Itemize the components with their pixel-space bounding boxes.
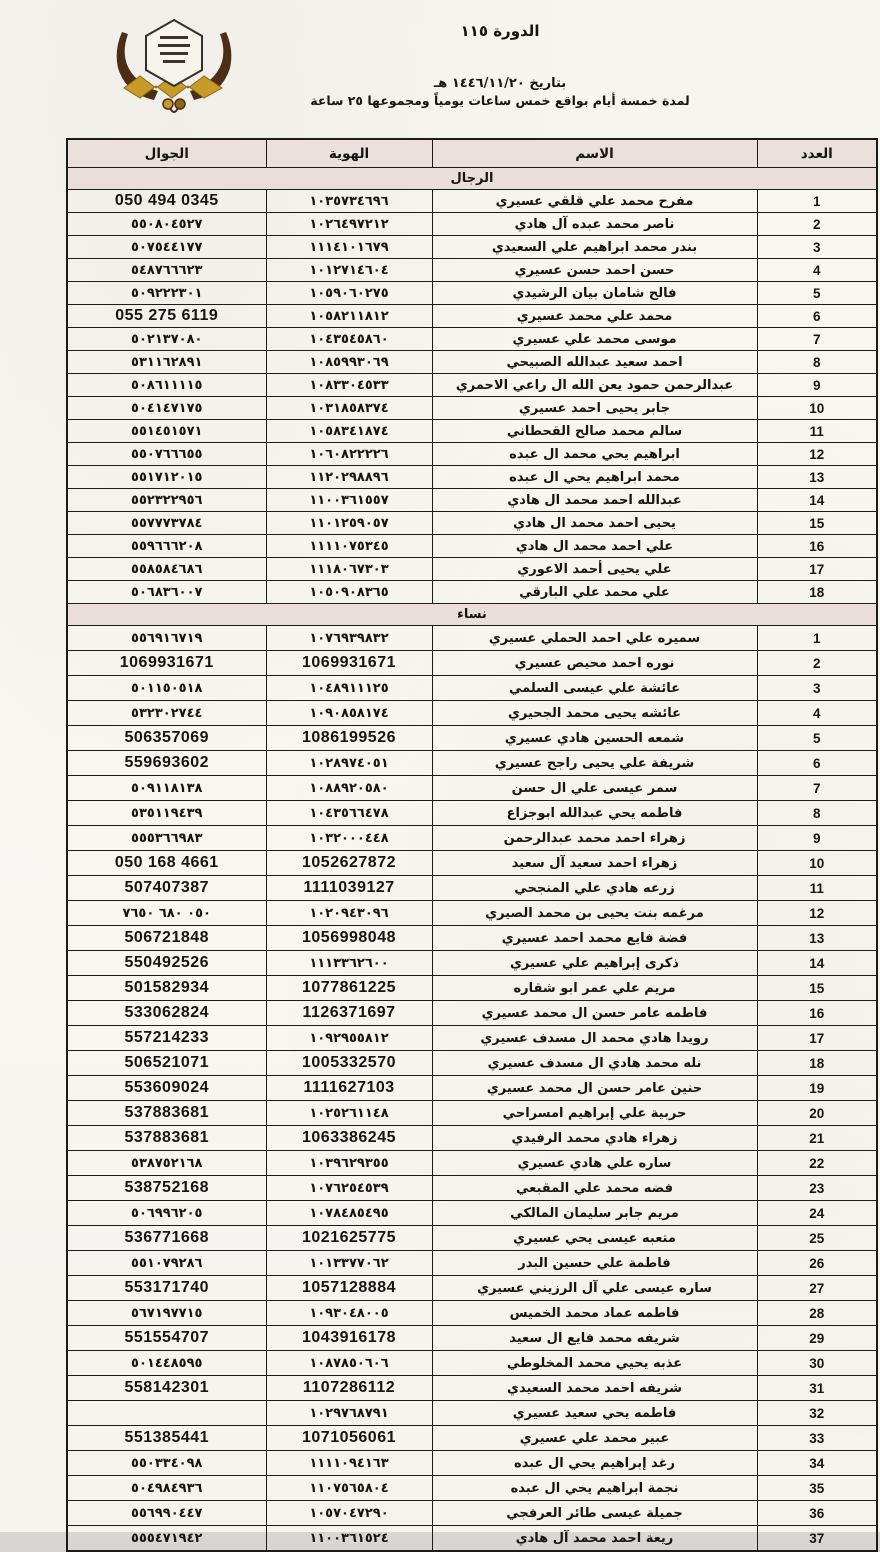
id-cell: ١٠٥٨٢١١٨١٢ [266, 305, 432, 328]
name-cell: عائشه يحيى محمد الجحيري [432, 701, 757, 726]
id-cell: 1126371697 [266, 1001, 432, 1026]
table-row [67, 926, 877, 951]
name-cell: شمعه الحسين هادي عسيري [432, 726, 757, 751]
mobile-cell: 551385441 [67, 1426, 266, 1451]
num-cell: 22 [757, 1151, 877, 1176]
num-cell: 5 [757, 282, 877, 305]
table-row [67, 1001, 877, 1026]
id-cell: 1086199526 [266, 726, 432, 751]
table-row [67, 305, 877, 328]
table-row [67, 328, 877, 351]
num-cell: 15 [757, 976, 877, 1001]
column-header-mobile: الجوال [67, 139, 266, 168]
num-cell: 37 [757, 1526, 877, 1552]
num-cell: 12 [757, 901, 877, 926]
mobile-cell: ٥٥٠٨٠٤٥٢٧ [67, 213, 266, 236]
mobile-cell: ٥٠٦٩٩٦٢٠٥ [67, 1201, 266, 1226]
num-cell: 9 [757, 826, 877, 851]
table-row [67, 1376, 877, 1401]
table-row [67, 1301, 877, 1326]
table-row [67, 1326, 877, 1351]
num-cell: 23 [757, 1176, 877, 1201]
table-row [67, 951, 877, 976]
num-cell: 36 [757, 1501, 877, 1526]
name-cell: ذكرى إبراهيم علي عسيري [432, 951, 757, 976]
name-cell: علي احمد محمد ال هادي [432, 535, 757, 558]
name-cell: عبدالله احمد محمد ال هادي [432, 489, 757, 512]
num-cell: 27 [757, 1276, 877, 1301]
mobile-cell: 506357069 [67, 726, 266, 751]
num-cell: 4 [757, 259, 877, 282]
num-cell: 25 [757, 1226, 877, 1251]
mobile-cell: 559693602 [67, 751, 266, 776]
num-cell: 8 [757, 801, 877, 826]
name-cell: بندر محمد ابراهيم علي السعيدي [432, 236, 757, 259]
table-row [67, 1076, 877, 1101]
table-row [67, 1026, 877, 1051]
mobile-cell: ٥٠٤١٤٧١٧٥ [67, 397, 266, 420]
id-cell: 1063386245 [266, 1126, 432, 1151]
table-row [67, 1276, 877, 1301]
name-cell: نوره احمد محيص عسيري [432, 651, 757, 676]
name-cell: محمد علي محمد عسيري [432, 305, 757, 328]
name-cell: عائشة علي عيسى السلمي [432, 676, 757, 701]
num-cell: 12 [757, 443, 877, 466]
id-cell: ١٠٧٦٩٣٩٨٣٢ [266, 626, 432, 651]
id-cell: ١٠٥٨٣٤١٨٧٤ [266, 420, 432, 443]
name-cell: ناصر محمد عبده آل هادي [432, 213, 757, 236]
num-cell: 2 [757, 213, 877, 236]
name-cell: جابر يحيى احمد عسيري [432, 397, 757, 420]
num-cell: 19 [757, 1076, 877, 1101]
num-cell: 31 [757, 1376, 877, 1401]
column-header-name: الاسم [432, 139, 757, 168]
id-cell: ١١١٤١٠١٦٧٩ [266, 236, 432, 259]
name-cell: جميلة عيسى طائر العرفجي [432, 1501, 757, 1526]
table-row [67, 751, 877, 776]
table-row [67, 701, 877, 726]
name-cell: فضة فايع محمد احمد عسيري [432, 926, 757, 951]
id-cell: 1005332570 [266, 1051, 432, 1076]
column-header-number: العدد [757, 139, 877, 168]
table-row [67, 489, 877, 512]
id-cell: ١٠٩٣٠٤٨٠٠٥ [266, 1301, 432, 1326]
id-cell: 1056998048 [266, 926, 432, 951]
id-cell: ١٠٧٨٤٨٥٤٩٥ [266, 1201, 432, 1226]
num-cell: 3 [757, 236, 877, 259]
id-cell: 1107286112 [266, 1376, 432, 1401]
mobile-cell: ٥٥١٤٥١٥٧١ [67, 420, 266, 443]
table-row [67, 1401, 877, 1426]
table-row [67, 1101, 877, 1126]
id-cell: ١٠٢٦٤٩٧٢١٢ [266, 213, 432, 236]
num-cell: 17 [757, 558, 877, 581]
document-header [0, 22, 880, 108]
num-cell: 16 [757, 535, 877, 558]
table-row [67, 801, 877, 826]
mobile-cell: ٥٣٢٣٠٢٧٤٤ [67, 701, 266, 726]
id-cell: ١١١٣٣٦٢٦٠٠ [266, 951, 432, 976]
id-cell: ١٠٢٥٢٦١١٤٨ [266, 1101, 432, 1126]
num-cell: 3 [757, 676, 877, 701]
name-cell: ابراهيم يحي محمد ال عبده [432, 443, 757, 466]
name-cell: فالح شامان بيان الرشيدي [432, 282, 757, 305]
mobile-cell: ٥٥٦٩٩٠٤٤٧ [67, 1501, 266, 1526]
id-cell: ١٠٢٩٧٦٨٧٩١ [266, 1401, 432, 1426]
num-cell: 11 [757, 420, 877, 443]
num-cell: 17 [757, 1026, 877, 1051]
name-cell: حسن احمد حسن عسيري [432, 259, 757, 282]
mobile-cell: ٥٥٦٩١٦٧١٩ [67, 626, 266, 651]
num-cell: 2 [757, 651, 877, 676]
name-cell: فاطمه يحي سعيد عسيري [432, 1401, 757, 1426]
mobile-cell: 538752168 [67, 1176, 266, 1201]
mobile-cell: 506721848 [67, 926, 266, 951]
id-cell: ١١١١٠٩٤١٦٣ [266, 1451, 432, 1476]
id-cell: ١١١٨٠٦٧٣٠٣ [266, 558, 432, 581]
num-cell: 16 [757, 1001, 877, 1026]
num-cell: 14 [757, 489, 877, 512]
mobile-cell: ٥٣١١٦٢٨٩١ [67, 351, 266, 374]
name-cell: محمد ابراهيم يحي ال عبده [432, 466, 757, 489]
table-row [67, 1176, 877, 1201]
table-row [67, 1151, 877, 1176]
mobile-cell: ٥٥٧٧٧٣٧٨٤ [67, 512, 266, 535]
column-header-row [67, 139, 877, 168]
num-cell: 34 [757, 1451, 877, 1476]
id-cell: 1057128884 [266, 1276, 432, 1301]
table-row [67, 1451, 877, 1476]
mobile-cell: ٥٠٨٦١١١١٥ [67, 374, 266, 397]
mobile-cell: 557214233 [67, 1026, 266, 1051]
mobile-cell: 551554707 [67, 1326, 266, 1351]
name-cell: ساره عيسى علي آل الرزيني عسيري [432, 1276, 757, 1301]
mobile-cell: ٠٥٠ ٦٨٠ ٧٦٥٠ [67, 901, 266, 926]
table-row [67, 581, 877, 604]
num-cell: 1 [757, 190, 877, 213]
num-cell: 5 [757, 726, 877, 751]
num-cell: 7 [757, 776, 877, 801]
name-cell: عبدالرحمن حمود يعن الله ال راعي الاحمري [432, 374, 757, 397]
table-row [67, 1501, 877, 1526]
table-row [67, 236, 877, 259]
mobile-cell: 1069931671 [67, 651, 266, 676]
num-cell: 4 [757, 701, 877, 726]
id-cell: ١٠٣٥٧٣٤٦٩٦ [266, 190, 432, 213]
num-cell: 9 [757, 374, 877, 397]
table-row [67, 1351, 877, 1376]
mobile-cell: ٥٠٢١٣٧٠٨٠ [67, 328, 266, 351]
roster-table-body [67, 168, 877, 1552]
table-row [67, 776, 877, 801]
mobile-cell: ٥٥٥٣٦٦٩٨٣ [67, 826, 266, 851]
id-cell: ١٠٩٠٨٥٨١٧٤ [266, 701, 432, 726]
table-row [67, 1526, 877, 1552]
mobile-cell: 553171740 [67, 1276, 266, 1301]
id-cell: 1069931671 [266, 651, 432, 676]
num-cell: 7 [757, 328, 877, 351]
table-row [67, 851, 877, 876]
mobile-cell: ٥٠٩٢٢٢٣٠١ [67, 282, 266, 305]
name-cell: حنين عامر حسن ال محمد عسيري [432, 1076, 757, 1101]
id-cell: ١٠٧٦٢٥٤٥٣٩ [266, 1176, 432, 1201]
num-cell: 33 [757, 1426, 877, 1451]
num-cell: 10 [757, 851, 877, 876]
mobile-cell: 050 168 4661 [67, 851, 266, 876]
id-cell: ١٠٥٩٠٦٠٢٧٥ [266, 282, 432, 305]
id-cell: ١٠٢٠٩٤٣٠٩٦ [266, 901, 432, 926]
table-row [67, 876, 877, 901]
table-row [67, 213, 877, 236]
mobile-cell: ٥٣٨٧٥٢١٦٨ [67, 1151, 266, 1176]
table-row [67, 1251, 877, 1276]
num-cell: 18 [757, 1051, 877, 1076]
name-cell: مرغمه بنت يحيى بن محمد الصيري [432, 901, 757, 926]
table-row [67, 1051, 877, 1076]
mobile-cell: ٥٥٨٥٨٤٦٨٦ [67, 558, 266, 581]
id-cell: ١٠٣٩٦٢٩٣٥٥ [266, 1151, 432, 1176]
id-cell: ١٠٣١٨٥٨٣٧٤ [266, 397, 432, 420]
mobile-cell: ٥٥٠٧٦٦٦٥٥ [67, 443, 266, 466]
mobile-cell: 506521071 [67, 1051, 266, 1076]
name-cell: عبير محمد علي عسيري [432, 1426, 757, 1451]
num-cell: 15 [757, 512, 877, 535]
id-cell: 1077861225 [266, 976, 432, 1001]
table-row [67, 1476, 877, 1501]
num-cell: 13 [757, 466, 877, 489]
table-row [67, 535, 877, 558]
name-cell: علي يحيى أحمد الاعوري [432, 558, 757, 581]
id-cell: ١٠٤٨٩١١١٢٥ [266, 676, 432, 701]
table-row [67, 626, 877, 651]
num-cell: 35 [757, 1476, 877, 1501]
mobile-cell: 537883681 [67, 1101, 266, 1126]
table-row [67, 190, 877, 213]
name-cell: احمد سعيد عبدالله الصبيحي [432, 351, 757, 374]
name-cell: حربية علي إبراهيم امسراحي [432, 1101, 757, 1126]
table-row [67, 397, 877, 420]
name-cell: رغد إبراهيم يحي ال عبده [432, 1451, 757, 1476]
num-cell: 8 [757, 351, 877, 374]
id-cell: ١٠٥٧٠٤٧٢٩٠ [266, 1501, 432, 1526]
mobile-cell: 533062824 [67, 1001, 266, 1026]
num-cell: 24 [757, 1201, 877, 1226]
mobile-cell: 550492526 [67, 951, 266, 976]
name-cell: نله محمد هادي ال مسدف عسيري [432, 1051, 757, 1076]
num-cell: 18 [757, 581, 877, 604]
id-cell: ١٠١٣٣٧٧٠٦٢ [266, 1251, 432, 1276]
num-cell: 11 [757, 876, 877, 901]
mobile-cell: ٥٦٧١٩٧٧١٥ [67, 1301, 266, 1326]
name-cell: فضه محمد علي المقبعي [432, 1176, 757, 1201]
name-cell: شريفة علي يحيى راجح عسيري [432, 751, 757, 776]
section-header-row [67, 604, 877, 626]
id-cell: ١١٠١٢٥٩٠٥٧ [266, 512, 432, 535]
table-row [67, 676, 877, 701]
num-cell: 26 [757, 1251, 877, 1276]
table-row [67, 466, 877, 489]
table-row [67, 282, 877, 305]
id-cell: ١١٢٠٢٩٨٨٩٦ [266, 466, 432, 489]
name-cell: يحيى احمد محمد ال هادي [432, 512, 757, 535]
name-cell: سميره علي احمد الحملي عسيري [432, 626, 757, 651]
name-cell: فاطمه يحي عبدالله ابوجزاع [432, 801, 757, 826]
table-row [67, 726, 877, 751]
name-cell: شريفه احمد محمد السعيدي [432, 1376, 757, 1401]
date-line: بتاريخ ١٤٤٦/١١/٢٠ هـ [433, 76, 567, 91]
id-cell: ١٠٢٨٩٧٤٠٥١ [266, 751, 432, 776]
id-cell: ١٠٨٣٣٠٤٥٣٣ [266, 374, 432, 397]
num-cell: 1 [757, 626, 877, 651]
num-cell: 30 [757, 1351, 877, 1376]
num-cell: 6 [757, 751, 877, 776]
mobile-cell: 050 494 0345 [67, 190, 266, 213]
name-cell: رويدا هادي محمد ال مسدف عسيري [432, 1026, 757, 1051]
name-cell: مفرح محمد علي قلقي عسيري [432, 190, 757, 213]
name-cell: علي محمد علي البارقي [432, 581, 757, 604]
mobile-cell: 553609024 [67, 1076, 266, 1101]
section-header-row [67, 168, 877, 190]
table-row [67, 558, 877, 581]
mobile-cell: ٥٥٠٣٣٤٠٩٨ [67, 1451, 266, 1476]
duration-line: لمدة خمسة أيام بواقع خمس ساعات يومياً ومجموعها ٢٥ ساعة [310, 93, 690, 108]
id-cell: 1111039127 [266, 876, 432, 901]
section-title: نساء [67, 604, 877, 626]
table-row [67, 651, 877, 676]
id-cell: ١٠٥٠٩٠٨٣٦٥ [266, 581, 432, 604]
name-cell: نجمة ابراهيم يحي ال عبده [432, 1476, 757, 1501]
name-cell: مريم جابر سليمان المالكي [432, 1201, 757, 1226]
roster-table [66, 138, 878, 1552]
name-cell: زهراء احمد محمد عبدالرحمن [432, 826, 757, 851]
name-cell: ساره علي هادي عسيري [432, 1151, 757, 1176]
name-cell: فاطمه عماد محمد الخميس [432, 1301, 757, 1326]
num-cell: 29 [757, 1326, 877, 1351]
mobile-cell: ٥٠٤٩٨٤٩٣٦ [67, 1476, 266, 1501]
table-row [67, 443, 877, 466]
mobile-cell: ٥٠٧٥٤٤١٧٧ [67, 236, 266, 259]
id-cell: ١١١١٠٧٥٣٤٥ [266, 535, 432, 558]
mobile-cell: ٥٥٥٤٧١٩٤٢ [67, 1526, 266, 1552]
table-row [67, 826, 877, 851]
id-cell: ١٠٣٢٠٠٠٤٤٨ [266, 826, 432, 851]
name-cell: عذبه يحيي محمد المخلوطي [432, 1351, 757, 1376]
num-cell: 21 [757, 1126, 877, 1151]
table-row [67, 1426, 877, 1451]
id-cell: ١٠٤٣٥٦٦٤٧٨ [266, 801, 432, 826]
table-row [67, 512, 877, 535]
name-cell: متعبه عيسى يحي عسيري [432, 1226, 757, 1251]
table-row [67, 1201, 877, 1226]
num-cell: 14 [757, 951, 877, 976]
mobile-cell: ٥٥١٠٧٩٢٨٦ [67, 1251, 266, 1276]
mobile-cell: 536771668 [67, 1226, 266, 1251]
id-cell: 1052627872 [266, 851, 432, 876]
table-row [67, 1226, 877, 1251]
name-cell: شريفه محمد فايع ال سعيد [432, 1326, 757, 1351]
mobile-cell: ٥٠١٤٤٨٥٩٥ [67, 1351, 266, 1376]
id-cell: ١٠٦٠٨٢٢٢٢٦ [266, 443, 432, 466]
id-cell: ١٠٤٣٥٤٥٨٦٠ [266, 328, 432, 351]
id-cell: 1043916178 [266, 1326, 432, 1351]
table-row [67, 259, 877, 282]
num-cell: 32 [757, 1401, 877, 1426]
mobile-cell: ٥٥٢٣٢٢٩٥٦ [67, 489, 266, 512]
num-cell: 20 [757, 1101, 877, 1126]
id-cell: ١٠٨٥٩٩٣٠٦٩ [266, 351, 432, 374]
id-cell: ١٠٩٢٩٥٥٨١٢ [266, 1026, 432, 1051]
name-cell: فاطمه عامر حسن ال محمد عسيري [432, 1001, 757, 1026]
mobile-cell: 055 275 6119 [67, 305, 266, 328]
num-cell: 13 [757, 926, 877, 951]
name-cell: زرعه هادي علي المنجحي [432, 876, 757, 901]
id-cell: ١١٠٠٣٦١٥٢٤ [266, 1526, 432, 1552]
mobile-cell: 507407387 [67, 876, 266, 901]
num-cell: 10 [757, 397, 877, 420]
table-row [67, 1126, 877, 1151]
id-cell: 1071056061 [266, 1426, 432, 1451]
name-cell: مريم علي عمر ابو شقاره [432, 976, 757, 1001]
num-cell: 28 [757, 1301, 877, 1326]
mobile-cell: ٥٣٥١١٩٤٣٩ [67, 801, 266, 826]
mobile-cell: 501582934 [67, 976, 266, 1001]
mobile-cell: ٥٥٩٦٦٦٢٠٨ [67, 535, 266, 558]
name-cell: سالم محمد صالح القحطاني [432, 420, 757, 443]
id-cell: ١٠١٢٧١٤٦٠٤ [266, 259, 432, 282]
table-row [67, 420, 877, 443]
mobile-cell: ٥٠٩١١٨١٣٨ [67, 776, 266, 801]
name-cell: زهراء هادي محمد الرفيدي [432, 1126, 757, 1151]
name-cell: ريعة احمد محمد آل هادي [432, 1526, 757, 1552]
session-title: الدورة ١١٥ [460, 22, 540, 40]
id-cell: ١٠٨٨٩٢٠٥٨٠ [266, 776, 432, 801]
id-cell: 1111627103 [266, 1076, 432, 1101]
mobile-cell: ٥٤٨٧٦٦٦٢٣ [67, 259, 266, 282]
mobile-cell [67, 1401, 266, 1426]
section-title: الرجال [67, 168, 877, 190]
table-row [67, 901, 877, 926]
id-cell: ١١٠٠٣٦١٥٥٧ [266, 489, 432, 512]
mobile-cell: ٥٠٦٨٣٦٠٠٧ [67, 581, 266, 604]
table-row [67, 976, 877, 1001]
id-cell: ١١٠٧٥٦٥٨٠٤ [266, 1476, 432, 1501]
table-row [67, 374, 877, 397]
roster-table-head [67, 139, 877, 168]
num-cell: 6 [757, 305, 877, 328]
table-row [67, 351, 877, 374]
name-cell: موسى محمد علي عسيري [432, 328, 757, 351]
mobile-cell: ٥٥١٧١٢٠١٥ [67, 466, 266, 489]
mobile-cell: 558142301 [67, 1376, 266, 1401]
column-header-id: الهوية [266, 139, 432, 168]
name-cell: سمر عيسى علي ال حسن [432, 776, 757, 801]
id-cell: ١٠٨٧٨٥٠٦٠٦ [266, 1351, 432, 1376]
mobile-cell: ٥٠١١٥٠٥١٨ [67, 676, 266, 701]
name-cell: زهراء احمد سعيد آل سعيد [432, 851, 757, 876]
mobile-cell: 537883681 [67, 1126, 266, 1151]
id-cell: 1021625775 [266, 1226, 432, 1251]
name-cell: فاطمة علي حسين البدر [432, 1251, 757, 1276]
